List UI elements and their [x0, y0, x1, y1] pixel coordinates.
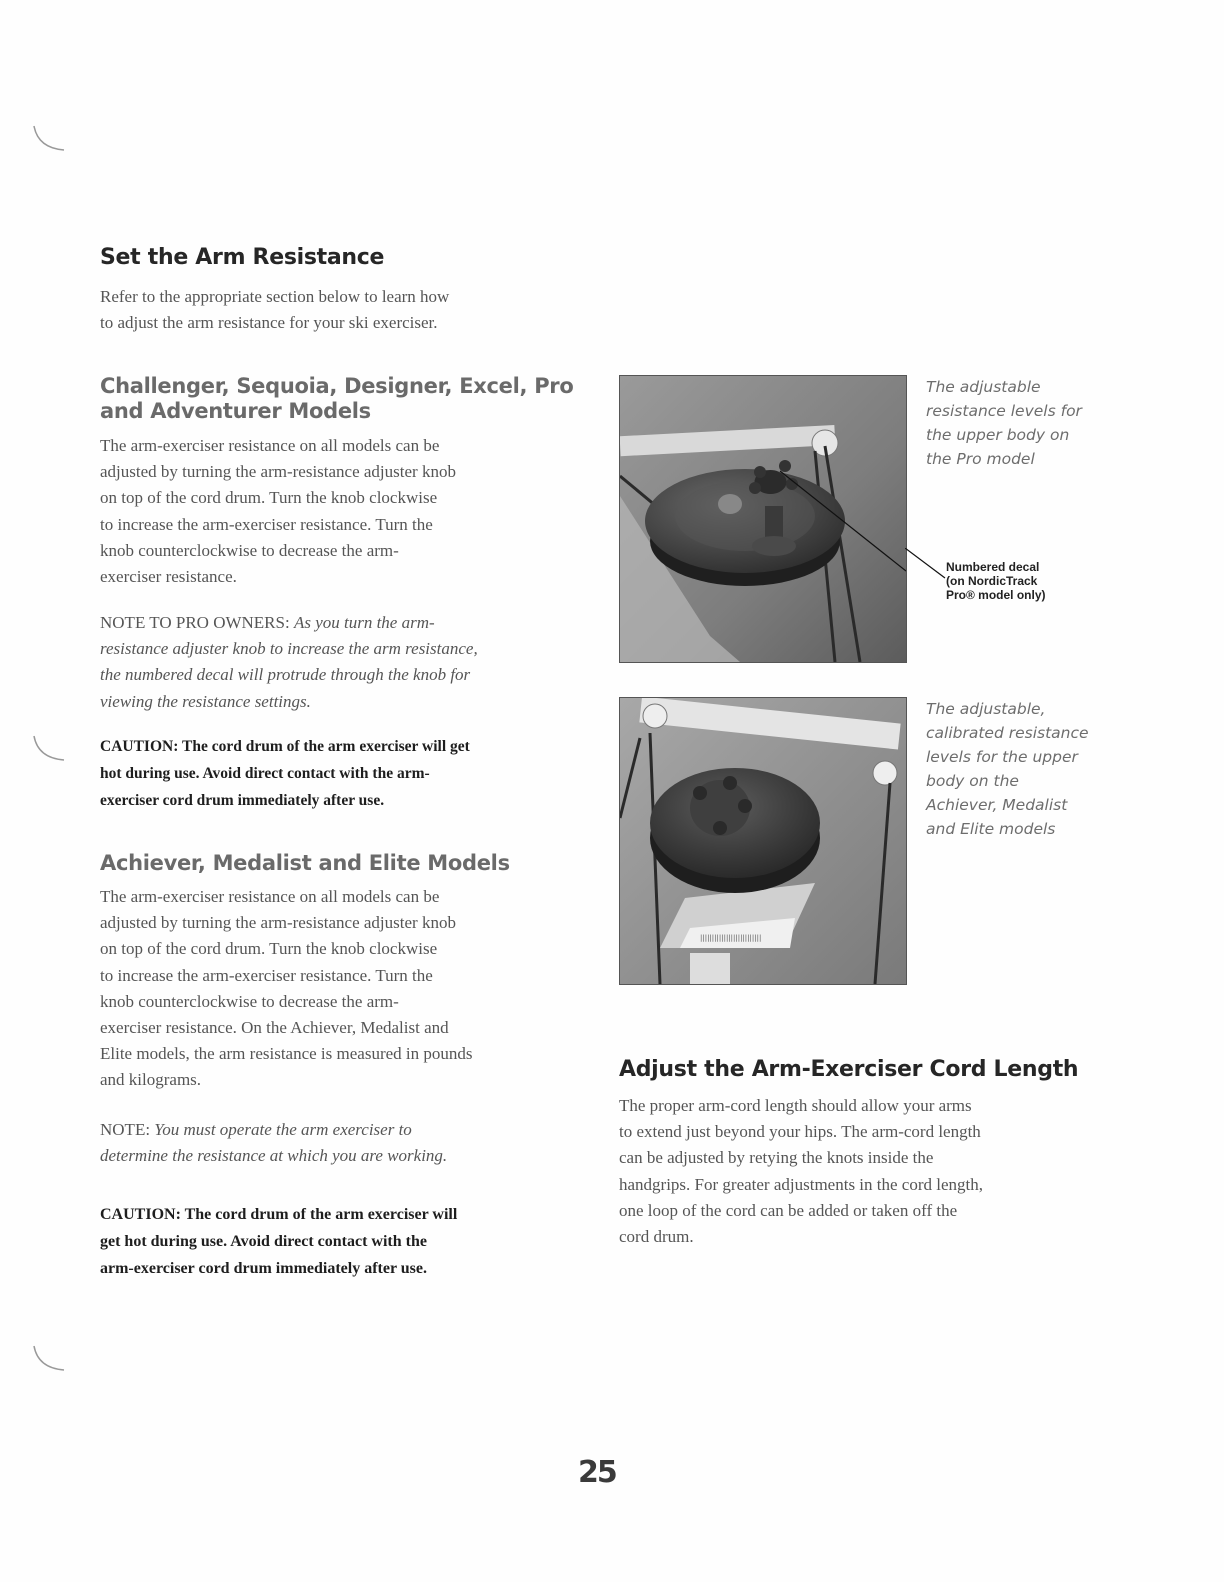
caption-line: The adjustable,: [926, 700, 1046, 718]
body-line: The arm-exerciser resistance on all models can be: [100, 436, 440, 455]
intro-paragraph: [100, 284, 449, 336]
pro-model-photo: [619, 375, 907, 663]
caution-line: hot during use. Avoid direct contact with the arm-: [100, 765, 430, 782]
caution-line: arm-exerciser cord drum immediately after use.: [100, 1260, 428, 1277]
caption-line: calibrated resistance: [926, 724, 1089, 742]
pro-drum-illustration: [620, 376, 906, 662]
note-label: NOTE:: [100, 1120, 151, 1139]
callout-line: Numbered decal: [946, 560, 1040, 574]
body-line: Elite models, the arm resistance is measured in pounds: [100, 1044, 473, 1064]
body-line: adjusted by turning the arm-resistance adjuster knob: [100, 462, 456, 482]
pro-owners-note: [100, 610, 478, 715]
body-line: The arm-exerciser resistance on all models can be: [100, 887, 440, 906]
caption-line: Achiever, Medalist: [926, 796, 1068, 814]
cord-length-paragraph: [619, 1093, 983, 1250]
binding-hole-mark-bottom: [30, 1340, 70, 1380]
heading-line: Challenger, Sequoia, Designer, Excel, Pro: [100, 374, 574, 398]
body-line: exerciser resistance. On the Achiever, Medalist and: [100, 1018, 449, 1038]
caution-label: CAUTION:: [100, 738, 179, 755]
body-line: to increase the arm-exerciser resistance. Turn the: [100, 965, 433, 985]
section-heading-achiever-models: Achiever, Medalist and Elite Models: [100, 851, 510, 875]
caution-block-1: [100, 733, 470, 814]
note-label: NOTE TO PRO OWNERS:: [100, 613, 290, 632]
caution-line: get hot during use. Avoid direct contact with the: [100, 1233, 427, 1250]
caption-line: the Pro model: [926, 450, 1035, 468]
body-line: handgrips. For greater adjustments in the cord length,: [619, 1174, 983, 1194]
pro-photo-caption: [926, 375, 1082, 471]
achiever-body-paragraph: [100, 884, 473, 1094]
caution-block-2: [100, 1201, 457, 1282]
section-heading-set-arm-resistance: Set the Arm Resistance: [100, 245, 385, 270]
note-text: You must operate the arm exerciser to: [154, 1120, 412, 1139]
body-line: The proper arm-cord length should allow your arms: [619, 1096, 972, 1115]
body-line: on top of the cord drum. Turn the knob clockwise: [100, 939, 438, 959]
body-line: can be adjusted by retying the knots inside the: [619, 1148, 934, 1168]
body-line: cord drum.: [619, 1227, 694, 1247]
body-line: one loop of the cord can be added or taken off the: [619, 1200, 958, 1220]
note-line: resistance adjuster knob to increase the arm resistance,: [100, 639, 478, 659]
body-line: adjusted by turning the arm-resistance adjuster knob: [100, 913, 456, 933]
note-text: As you turn the arm-: [293, 613, 435, 632]
achiever-photo-caption: [926, 697, 1089, 841]
callout-line: (on NordicTrack: [946, 574, 1038, 588]
body-line: on top of the cord drum. Turn the knob clockwise: [100, 488, 438, 508]
numbered-decal-callout: [946, 560, 1046, 602]
body-line: knob counterclockwise to decrease the arm-: [100, 991, 399, 1011]
note-line: viewing the resistance settings.: [100, 691, 311, 711]
achiever-note: [100, 1117, 447, 1169]
intro-line: to adjust the arm resistance for your ski exerciser.: [100, 313, 438, 333]
caption-line: body on the: [926, 772, 1019, 790]
achiever-drum-illustration: [620, 698, 906, 984]
intro-line: Refer to the appropriate section below to learn how: [100, 287, 450, 306]
caption-line: and Elite models: [926, 820, 1056, 838]
caption-line: levels for the upper: [926, 748, 1078, 766]
body-line: knob counterclockwise to decrease the arm-: [100, 540, 399, 560]
body-line: to increase the arm-exerciser resistance. Turn the: [100, 514, 433, 534]
callout-line: Pro® model only): [946, 588, 1046, 602]
caption-line: resistance levels for: [926, 402, 1082, 420]
caution-text: The cord drum of the arm exerciser will: [184, 1206, 458, 1223]
achiever-model-photo: [619, 697, 907, 985]
note-line: the numbered decal will protrude through the knob for: [100, 665, 471, 685]
caution-line: exerciser cord drum immediately after use.: [100, 792, 385, 809]
body-line: and kilograms.: [100, 1070, 202, 1090]
binding-hole-mark-top: [30, 120, 70, 160]
caption-line: The adjustable: [926, 378, 1041, 396]
section-heading-cord-length: Adjust the Arm-Exerciser Cord Length: [619, 1057, 1079, 1082]
body-line: to extend just beyond your hips. The arm-cord length: [619, 1122, 981, 1142]
section-heading-challenger-models: [100, 374, 574, 424]
scale-markings: ||||||||||||||||||||||||||: [700, 934, 762, 942]
caption-line: the upper body on: [926, 426, 1070, 444]
challenger-body-paragraph: [100, 433, 456, 590]
caution-label: CAUTION:: [100, 1206, 181, 1223]
page-number: 25: [578, 1455, 616, 1490]
binding-hole-mark-middle: [30, 730, 70, 770]
note-line: determine the resistance at which you are working.: [100, 1146, 448, 1166]
heading-line: and Adventurer Models: [100, 399, 371, 423]
body-line: exerciser resistance.: [100, 567, 237, 587]
caution-text: The cord drum of the arm exerciser will get: [181, 738, 470, 755]
